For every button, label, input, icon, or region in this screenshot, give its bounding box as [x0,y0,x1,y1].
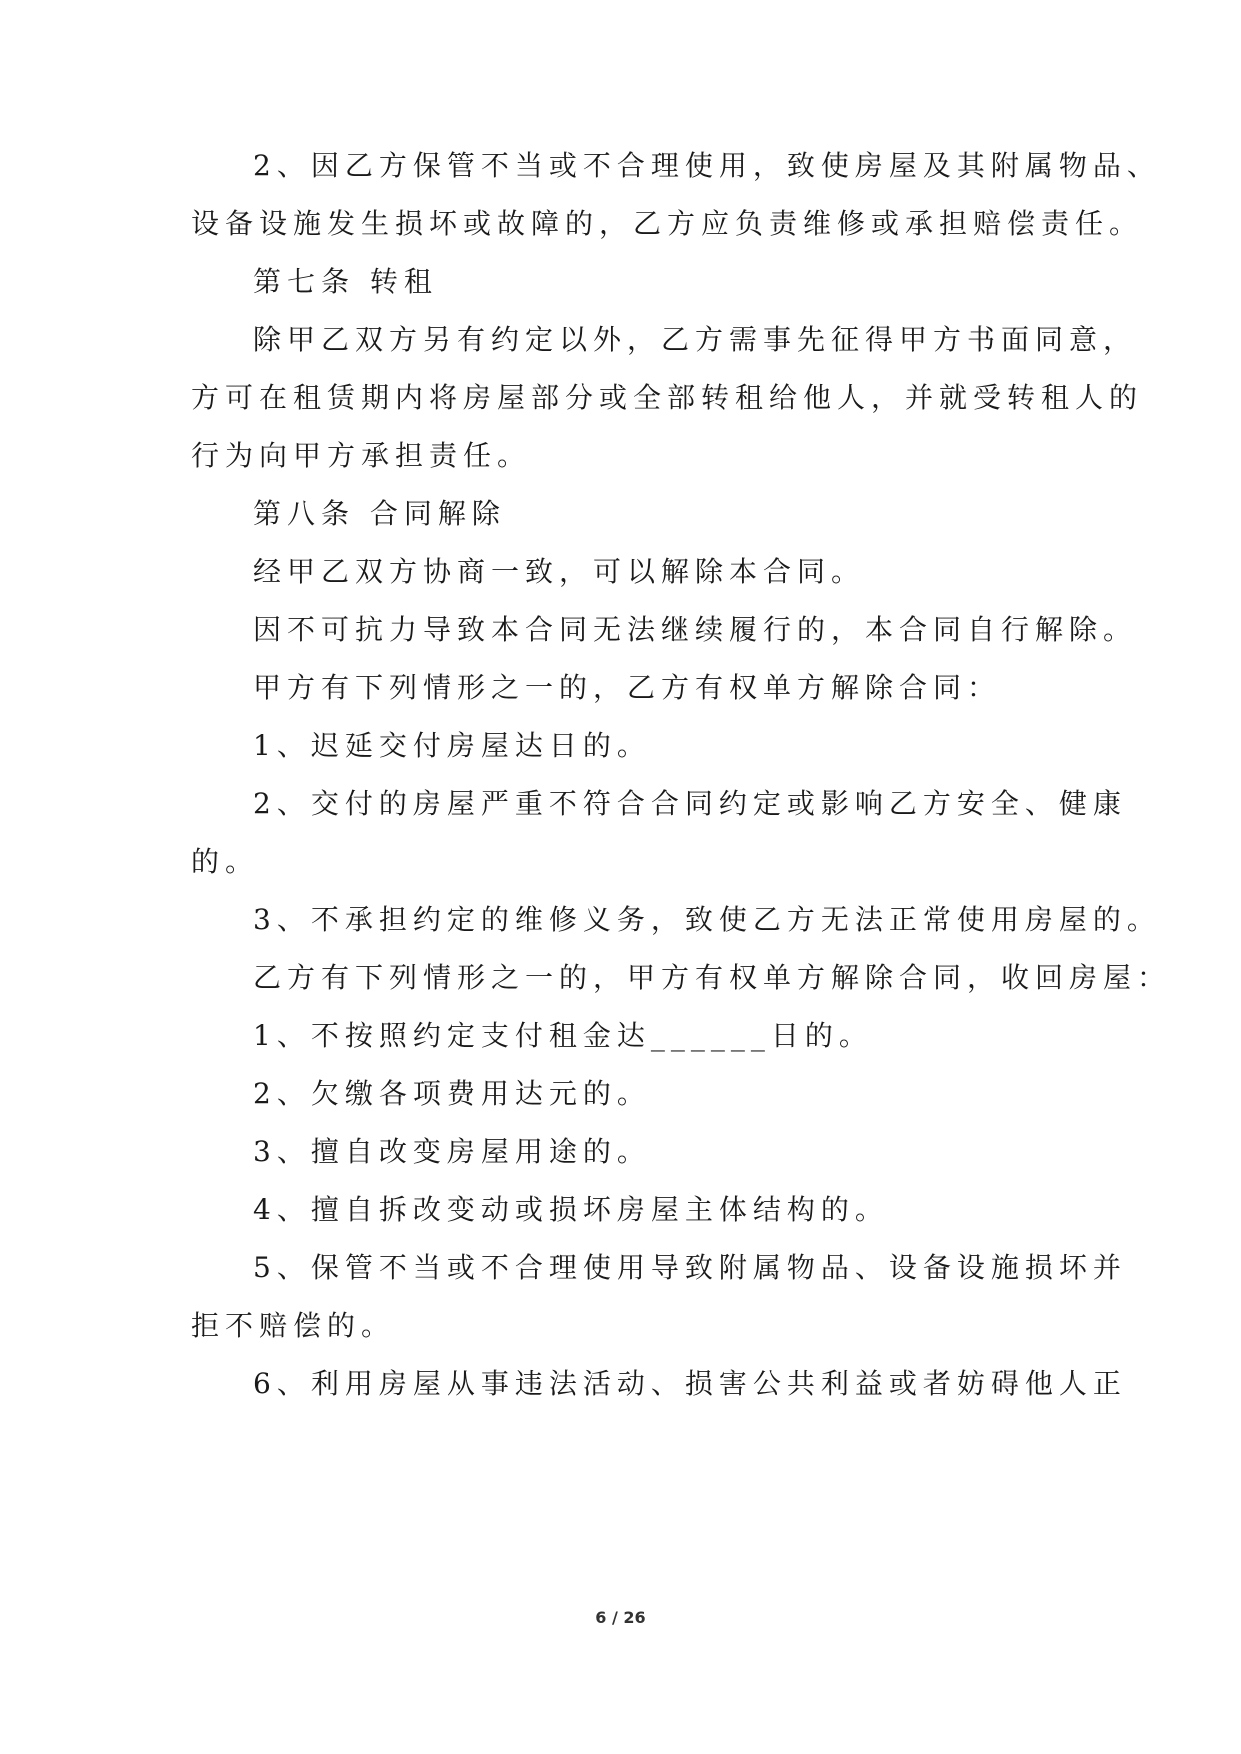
text-line: 设备设施发生损坏或故障的，乙方应负责维修或承担赔偿责任。 [191,207,1144,240]
list-item: 2、欠缴各项费用达元的。 [253,1077,651,1110]
list-item: 4、擅自拆改变动或损坏房屋主体结构的。 [253,1193,889,1226]
section-heading: 第七条 转租 [253,265,438,298]
list-item: 5、保管不当或不合理使用导致附属物品、设备设施损坏并 [253,1251,1127,1284]
text-line: 方可在租赁期内将房屋部分或全部转租给他人，并就受转租人的 [191,381,1144,414]
list-item: 6、利用房屋从事违法活动、损害公共利益或者妨碍他人正 [253,1367,1127,1400]
text-line: 拒不赔偿的。 [191,1309,396,1342]
list-item: 1、迟延交付房屋达日的。 [253,729,651,762]
text-line: 乙方有下列情形之一的，甲方有权单方解除合同，收回房屋： [253,961,1172,994]
section-heading: 第八条 合同解除 [253,497,506,530]
text-line: 的。 [191,845,260,878]
text-line: 因不可抗力导致本合同无法继续履行的，本合同自行解除。 [253,613,1138,646]
text-line: 甲方有下列情形之一的，乙方有权单方解除合同： [253,671,1002,704]
list-item: 3、擅自改变房屋用途的。 [253,1135,651,1168]
list-item: 2、交付的房屋严重不符合合同约定或影响乙方安全、健康 [253,787,1127,820]
text-line: 行为向甲方承担责任。 [191,439,532,472]
page-number: 6 / 26 [595,1608,646,1627]
text-line: 经甲乙双方协商一致，可以解除本合同。 [253,555,866,588]
text-line: 2、因乙方保管不当或不合理使用，致使房屋及其附属物品、 [253,149,1161,182]
list-item: 3、不承担约定的维修义务，致使乙方无法正常使用房屋的。 [253,903,1161,936]
list-item: 1、不按照约定支付租金达______日的。 [253,1019,873,1052]
text-line: 除甲乙双方另有约定以外，乙方需事先征得甲方书面同意， [253,323,1138,356]
